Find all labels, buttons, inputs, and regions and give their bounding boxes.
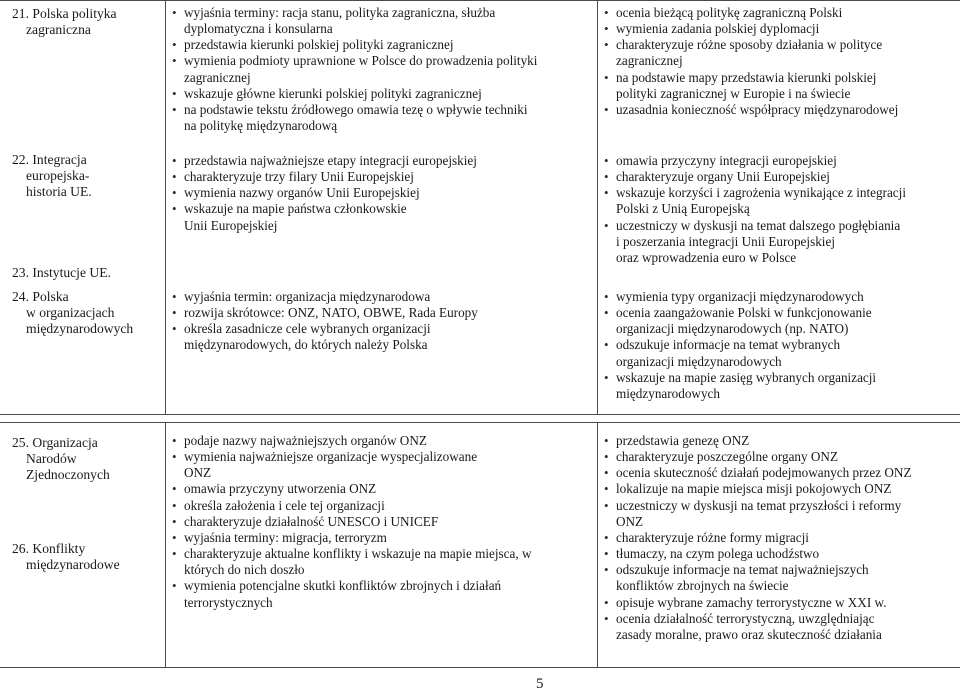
list-item: • tłumaczy, na czym polega uchodźstwo	[604, 546, 820, 562]
bullet-icon: •	[172, 201, 177, 217]
topic-line: 23. Instytucje UE.	[12, 265, 111, 280]
list-item: • charakteryzuje różne formy migracji	[604, 529, 809, 545]
bullet-icon: •	[172, 449, 177, 465]
bullet-icon: •	[172, 529, 177, 545]
bullet-icon: •	[604, 185, 609, 201]
list-item: • wymienia potencjalne skutki konfliktów zbrojnych i działań terrorystycznych	[172, 578, 502, 610]
list-item: • uzasadnia konieczność współpracy międzynarodowej	[604, 101, 899, 117]
bullet-icon: •	[172, 481, 177, 497]
bullet-icon: •	[604, 529, 609, 545]
bullet-icon: •	[172, 289, 177, 304]
topic-23	[12, 265, 111, 281]
list-item: • omawia przyczyny utworzenia ONZ	[172, 481, 377, 497]
list-item: • charakteryzuje różne sposoby działania w polityce zagranicznej	[604, 37, 883, 69]
bullet-icon: •	[172, 513, 177, 529]
list-item: • wymienia zadania polskiej dyplomacji	[604, 21, 820, 37]
list-item: • wyjaśnia termin: organizacja międzynarodowa	[172, 289, 431, 304]
bullet-icon: •	[604, 594, 609, 610]
bullet-icon: •	[172, 37, 177, 53]
bullet-icon: •	[604, 497, 609, 513]
bullet-icon: •	[172, 497, 177, 513]
bullet-icon: •	[172, 85, 177, 101]
list-item: • określa zasadnicze cele wybranych organizacji międzynarodowych, do których należy Polska	[172, 321, 431, 353]
column-divider-1b	[165, 422, 166, 668]
list-item: • ocenia działalność terrorystyczną, uwzględniając zasady moralne, prawo oraz skuteczność działania	[604, 610, 882, 642]
topic-22	[12, 152, 92, 201]
topic-25	[12, 435, 110, 484]
extended-requirements-block-1	[603, 5, 958, 118]
list-item: • ocenia zaangażowanie Polski w funkcjonowanie organizacji międzynarodowych (np. NATO)	[604, 305, 872, 337]
topic-26	[12, 541, 120, 573]
bullet-icon: •	[172, 578, 177, 594]
topic-line: 21. Polska polityka	[12, 6, 117, 21]
list-item: • podaje nazwy najważniejszych organów ONZ	[172, 433, 427, 448]
bullet-icon: •	[604, 369, 609, 385]
list-item: • wymienia typy organizacji międzynarodowych	[604, 289, 864, 304]
list-item: • na podstawie tekstu źródłowego omawia tezę o wpływie techniki na politykę międzynarodową	[172, 101, 528, 134]
topic-line: zagraniczna	[26, 22, 91, 38]
list-item: • charakteryzuje trzy filary Unii Europejskiej	[172, 169, 414, 185]
bullet-icon: •	[604, 153, 609, 168]
list-item: • wyjaśnia terminy: racja stanu, polityka zagraniczna, służba dyplomatyczna i konsularna	[172, 5, 496, 37]
list-item: • charakteryzuje organy Unii Europejskiej	[604, 169, 830, 185]
list-item: • wskazuje na mapie zasięg wybranych organizacji międzynarodowych	[604, 369, 877, 401]
section-divider-bottom	[0, 422, 960, 423]
extended-requirements-section-2	[603, 433, 958, 643]
topic-line: Zjednoczonych	[26, 467, 110, 483]
bullet-icon: •	[604, 305, 609, 321]
list-item: • ocenia bieżącą politykę zagraniczną Polski	[604, 5, 843, 20]
list-item: • ocenia skuteczność działań podejmowanych przez ONZ	[604, 465, 912, 481]
bullet-icon: •	[604, 289, 609, 304]
topic-line: międzynarodowe	[26, 557, 120, 573]
section-divider-top	[0, 414, 960, 415]
extended-requirements-block-3	[603, 289, 958, 402]
topic-line: 26. Konflikty	[12, 541, 86, 556]
topic-line: Narodów	[26, 451, 77, 467]
list-item: • odszukuje informacje na temat najważniejszych konfliktów zbrojnych na świecie	[604, 562, 869, 594]
column-divider-1	[165, 0, 166, 415]
table-bottom-border	[0, 667, 960, 668]
bullet-icon: •	[172, 153, 177, 168]
column-divider-2b	[597, 422, 598, 668]
topic-line: historia UE.	[26, 184, 92, 200]
bullet-icon: •	[172, 433, 177, 448]
bullet-icon: •	[172, 185, 177, 201]
list-item: • uczestniczy w dyskusji na temat przyszłości i reformy ONZ	[604, 497, 902, 529]
list-item: • charakteryzuje działalność UNESCO i UNICEF	[172, 513, 439, 529]
topic-line: 24. Polska	[12, 289, 69, 304]
list-item: • uczestniczy w dyskusji na temat dalszego pogłębiania i poszerzania integracji Unii Europejskiej oraz wprowadzenia euro w Polsce	[604, 217, 901, 265]
list-item: • charakteryzuje poszczególne organy ONZ	[604, 449, 839, 465]
list-item: • wymienia podmioty uprawnione w Polsce do prowadzenia polityki zagranicznej	[172, 53, 538, 85]
bullet-icon: •	[604, 449, 609, 465]
list-item: • przedstawia genezę ONZ	[604, 433, 750, 448]
topic-21	[12, 6, 117, 38]
list-item: • wyjaśnia terminy: migracja, terroryzm	[172, 529, 387, 545]
list-item: • przedstawia najważniejsze etapy integracji europejskiej	[172, 153, 477, 168]
list-item: • wymienia nazwy organów Unii Europejskiej	[172, 185, 420, 201]
page-number: 5	[536, 676, 544, 692]
bullet-icon: •	[172, 169, 177, 185]
list-item: • wymienia najważniejsze organizacje wyspecjalizowane ONZ	[172, 449, 478, 481]
list-item: • charakteryzuje aktualne konflikty i wskazuje na mapie miejsca, w których do nich doszło	[172, 546, 532, 578]
list-item: • wskazuje korzyści i zagrożenia wynikające z integracji Polski z Unią Europejską	[604, 185, 906, 217]
bullet-icon: •	[172, 53, 177, 69]
basic-requirements-block-1	[171, 5, 596, 134]
list-item: • omawia przyczyny integracji europejskiej	[604, 153, 837, 168]
list-item: • wskazuje na mapie państwa członkowskie Unii Europejskiej	[172, 201, 407, 233]
bullet-icon: •	[604, 5, 609, 20]
list-item: • rozwija skrótowce: ONZ, NATO, OBWE, Rada Europy	[172, 305, 478, 321]
list-item: • opisuje wybrane zamachy terrorystyczne w XXI w.	[604, 594, 887, 610]
bullet-icon: •	[604, 337, 609, 353]
bullet-icon: •	[604, 465, 609, 481]
bullet-icon: •	[604, 481, 609, 497]
list-item: • określa założenia i cele tej organizacji	[172, 497, 385, 513]
bullet-icon: •	[604, 69, 609, 85]
bullet-icon: •	[604, 21, 609, 37]
list-item: • odszukuje informacje na temat wybranych organizacji międzynarodowych	[604, 337, 841, 369]
bullet-icon: •	[604, 101, 609, 117]
bullet-icon: •	[172, 101, 177, 117]
bullet-icon: •	[604, 433, 609, 448]
bullet-icon: •	[172, 5, 177, 20]
bullet-icon: •	[604, 546, 609, 562]
topic-line: w organizacjach	[26, 305, 115, 321]
bullet-icon: •	[172, 321, 177, 337]
topic-line: 25. Organizacja	[12, 435, 98, 450]
bullet-icon: •	[604, 217, 609, 233]
bullet-icon: •	[172, 305, 177, 321]
basic-requirements-section-2	[171, 433, 596, 611]
basic-requirements-block-2	[171, 153, 596, 234]
list-item: • na podstawie mapy przedstawia kierunki polskiej polityki zagranicznej w Europie i na świecie	[604, 69, 877, 101]
bullet-icon: •	[604, 169, 609, 185]
table-top-border	[0, 0, 960, 1]
extended-requirements-block-2	[603, 153, 958, 266]
topic-line: europejska-	[26, 168, 90, 184]
basic-requirements-block-3	[171, 289, 596, 354]
list-item: • przedstawia kierunki polskiej polityki zagranicznej	[172, 37, 454, 53]
bullet-icon: •	[604, 37, 609, 53]
list-item: • lokalizuje na mapie miejsca misji pokojowych ONZ	[604, 481, 892, 497]
bullet-icon: •	[172, 546, 177, 562]
topic-24	[12, 289, 133, 338]
topic-line: międzynarodowych	[26, 321, 134, 337]
bullet-icon: •	[604, 610, 609, 626]
column-divider-2	[597, 0, 598, 415]
bullet-icon: •	[604, 562, 609, 578]
topic-line: 22. Integracja	[12, 152, 87, 167]
list-item: • wskazuje główne kierunki polskiej polityki zagranicznej	[172, 85, 482, 101]
